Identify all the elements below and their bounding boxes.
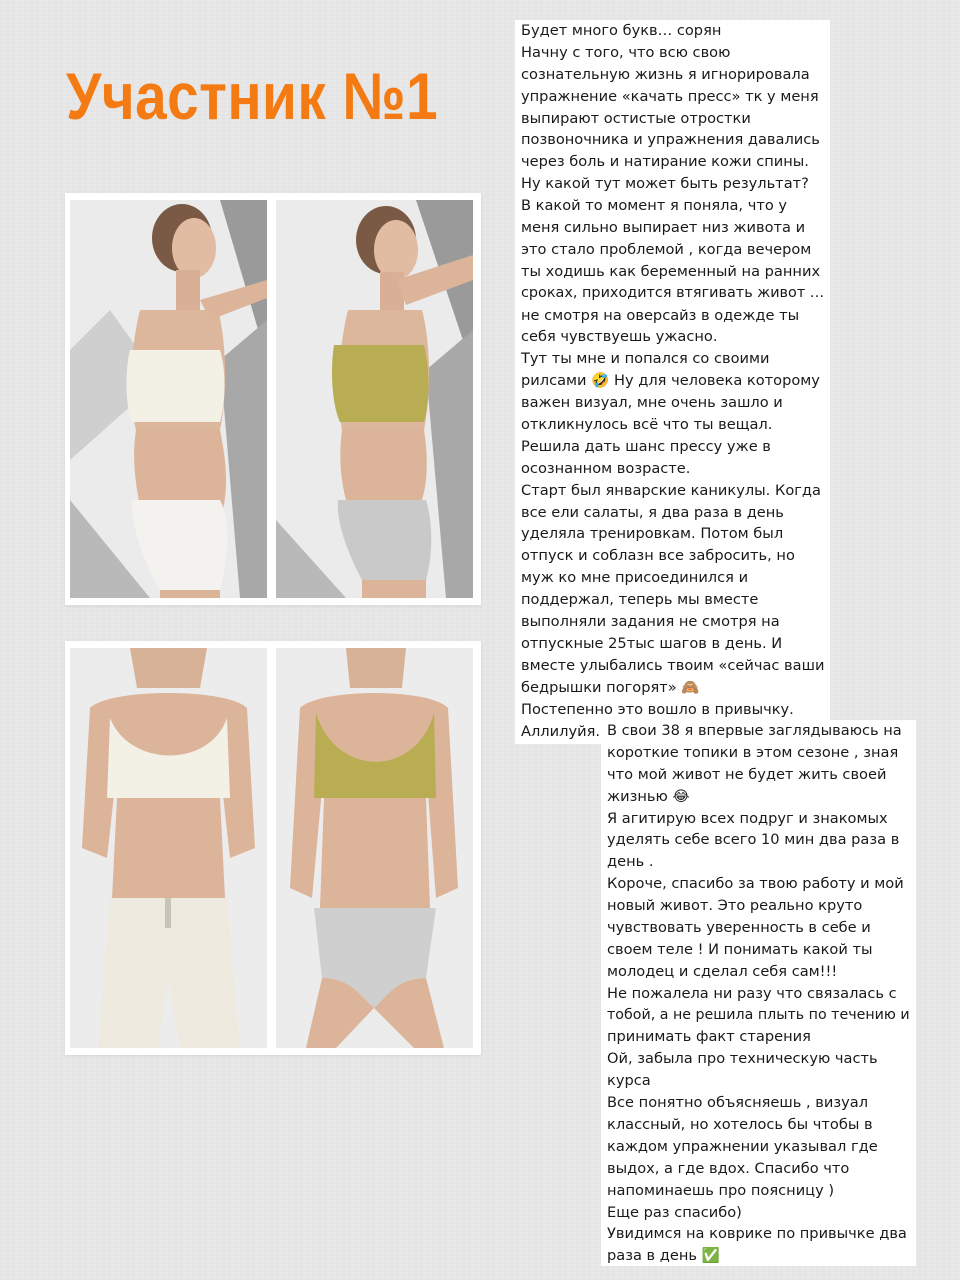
testimonial-line: выдох, а где вдох. Спасибо что xyxy=(607,1159,850,1177)
testimonial-line: молодец и сделал себя сам!!! xyxy=(607,962,838,980)
testimonial-line: Ой, забыла про техническую часть xyxy=(607,1050,878,1068)
page-title: Участник №1 xyxy=(66,59,439,133)
testimonial-line: бедрышки погорят» 🙈 xyxy=(521,678,700,696)
testimonial-line: это стало проблемой , когда вечером xyxy=(521,240,812,258)
testimonial-line: Постепенно это вошло в привычку. xyxy=(521,700,794,718)
testimonial-line: что мой живот не будет жить своей xyxy=(607,765,887,783)
testimonial-line: через боль и натирание кожи спины. xyxy=(521,153,809,171)
testimonial-line: Все понятно объясняешь , визуал xyxy=(607,1094,869,1112)
testimonial-line: Старт был январские каникулы. Когда xyxy=(521,481,821,499)
testimonial-line: день . xyxy=(607,853,654,871)
testimonial-line: напоминаешь про поясницу ) xyxy=(607,1181,835,1199)
testimonial-line: муж ко мне присоединился и xyxy=(521,569,749,587)
testimonial-line: откликнулось всё что ты вещал. xyxy=(521,416,773,434)
photo-before-side xyxy=(70,200,267,598)
testimonial-line: В какой то момент я поняла, что у xyxy=(521,197,788,215)
testimonial-line: классный, но хотелось бы чтобы в xyxy=(607,1116,873,1134)
testimonial-line: Будет много букв… сорян xyxy=(521,22,722,39)
testimonial-line: себя чувствуешь ужасно. xyxy=(521,328,718,346)
testimonial-line: осознанном возрасте. xyxy=(521,459,691,477)
testimonial-line: новый живот. Это реально круто xyxy=(607,897,863,915)
testimonial-line: Начну с того, что всю свою xyxy=(521,43,731,61)
testimonial-line: раза в день ✅ xyxy=(607,1247,720,1265)
testimonial-line: не смотря на оверсайз в одежде ты xyxy=(521,306,800,324)
testimonial-line: уделять себе всего 10 мин два раза в xyxy=(607,831,900,849)
testimonial-line: принимать факт старения xyxy=(607,1028,811,1046)
photo-after-front xyxy=(276,648,473,1048)
testimonial-line: меня сильно выпирает низ живота и xyxy=(521,219,806,237)
testimonial-line: Аллилуйя. xyxy=(521,722,600,740)
testimonial-line: жизнью 😂 xyxy=(607,787,690,805)
testimonial-line: Короче, спасибо за твою работу и мой xyxy=(607,875,904,893)
testimonial-line: курса xyxy=(607,1072,651,1090)
testimonial-line: тобой, а не решила плыть по течению и xyxy=(607,1006,910,1023)
testimonial-line: Я агитирую всех подруг и знакомых xyxy=(607,809,888,827)
testimonial-line: выполняли задания не смотря на xyxy=(521,613,780,631)
testimonial-line: Ну какой тут может быть результат? xyxy=(521,175,809,193)
testimonial-text-part-1 xyxy=(515,20,830,744)
photo-frame-side xyxy=(65,193,481,605)
testimonial-line: вместе улыбались твоим «сейчас ваши xyxy=(521,656,825,674)
testimonial-line: сроках, приходится втягивать живот … xyxy=(521,284,825,301)
testimonial-line: все ели салаты, я два раза в день xyxy=(521,503,784,521)
testimonial-line: Еще раз спасибо) xyxy=(607,1203,742,1221)
testimonial-line: Решила дать шанс прессу уже в xyxy=(521,437,771,455)
testimonial-line: упражнение «качать пресс» тк у меня xyxy=(521,87,819,105)
photo-after-side xyxy=(276,200,473,598)
testimonial-line: поддержал, теперь мы вместе xyxy=(521,591,759,609)
testimonial-line: позвоночника и упражнения давались xyxy=(521,131,820,149)
testimonial-line: важен визуал, мне очень зашло и xyxy=(521,394,783,412)
testimonial-line: своем теле ! И понимать какой ты xyxy=(607,940,873,958)
testimonial-line: уделяла тренировкам. Потом был xyxy=(521,525,784,543)
photo-before-front xyxy=(70,648,267,1048)
testimonial-line: отпускные 25тыс шагов в день. И xyxy=(521,634,783,652)
testimonial-line: Тут ты мне и попался со своими xyxy=(521,350,770,368)
testimonial-text-part-2 xyxy=(601,720,916,1266)
testimonial-line: сознательную жизнь я игнорировала xyxy=(521,65,810,83)
testimonial-line: Не пожалела ни разу что связалась с xyxy=(607,984,897,1002)
testimonial-line: В свои 38 я впервые заглядываюсь на xyxy=(607,722,902,739)
testimonial-line: короткие топики в этом сезоне , зная xyxy=(607,743,899,761)
testimonial-line: отпуск и соблазн все забросить, но xyxy=(521,547,795,565)
testimonial-line: чувствовать уверенность в себе и xyxy=(607,919,871,937)
testimonial-line: ты ходишь как беременный на ранних xyxy=(521,262,821,280)
testimonial-line: выпирают остистые отростки xyxy=(521,109,751,127)
testimonial-line: каждом упражнении указывал где xyxy=(607,1137,878,1155)
testimonial-line: Увидимся на коврике по привычке два xyxy=(607,1225,907,1243)
photo-frame-front xyxy=(65,641,481,1055)
testimonial-line: рилсами 🤣 Ну для человека которому xyxy=(521,372,820,390)
